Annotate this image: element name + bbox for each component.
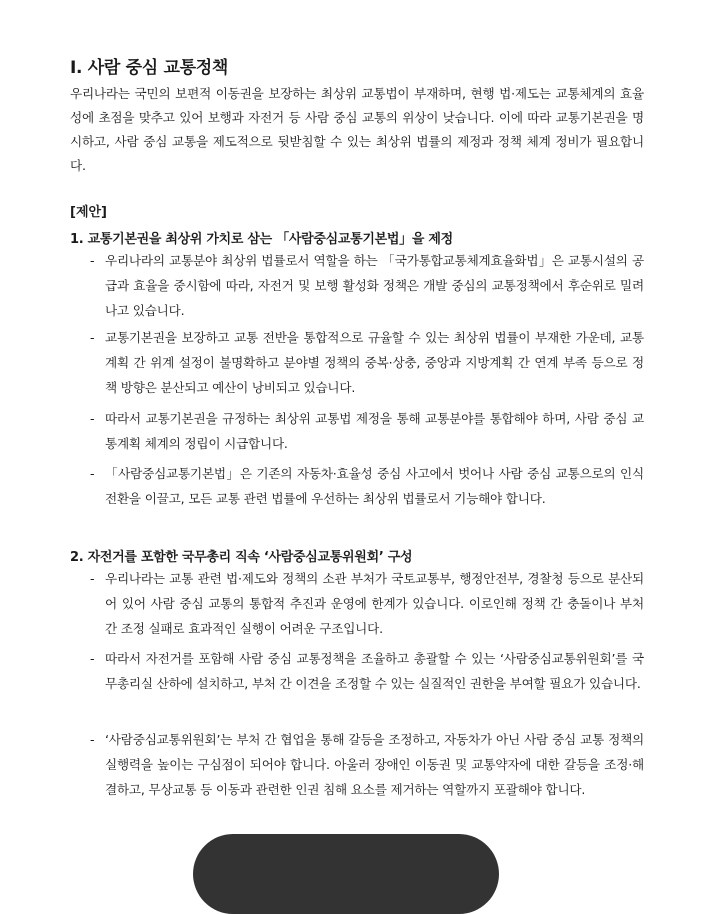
proposal-1-item-2: [90, 325, 644, 400]
proposal-1-item-4: [90, 461, 644, 511]
item-text: 따라서 교통기본권을 규정하는 최상위 교통법 제정을 통해 교통분야를 통합해야 하며, 사람 중심 교통계획 체계의 정립이 시급합니다.: [105, 411, 644, 451]
item-text: 우리나라는 교통 관련 법·제도와 정책의 소관 부처가 국토교통부, 행정안전부, 경찰청 등으로 분산되어 있어 사람 중심 교통의 통합적 추진과 운영에 한계가 있습니다. 이로인해 정책 간 충돌이나 부처 간 조정 실패로 효과적인 실행이 어려운 구조입니다.: [105, 571, 644, 636]
proposal-1-heading: 1. 교통기본권을 최상위 가치로 삼는 「사람중심교통기본법」을 제정: [70, 232, 453, 247]
item-text: 우리나라의 교통분야 최상위 법률로서 역할을 하는 「국가통합교통체계효율화법」은 교통시설의 공급과 효율을 중시함에 따라, 자전거 및 보행 활성화 정책은 개발 중심의 교통정책에서 후순위로 밀려나고 있습니다.: [105, 253, 644, 318]
item-text: ‘사람중심교통위원회’는 부처 간 협업을 통해 갈등을 조정하고, 자동차가 아닌 사람 중심 교통 정책의 실행력을 높이는 구심점이 되어야 합니다. 아울러 장애인 이동권 및 교통약자에 대한 갈등을 조정·해결하고, 무상교통 등 이동과 관련한 인권 침해 요소를 제거하는 역할까지 포괄해야 합니다.: [105, 732, 644, 797]
proposal-1-item-3: [90, 406, 644, 456]
bullet-dash: -: [90, 253, 95, 268]
proposal-2-heading: 2. 자전거를 포함한 국무총리 직속 ‘사람중심교통위원회’ 구성: [70, 550, 413, 565]
proposal-1-item-1: [90, 248, 644, 323]
proposal-2-item-3: [90, 727, 644, 802]
bullet-dash: -: [90, 411, 95, 426]
intro-paragraph: 우리나라는 국민의 보편적 이동권을 보장하는 최상위 교통법이 부재하며, 현행 법·제도는 교통체계의 효율성에 초점을 맞추고 있어 보행과 자전거 등 사람 중심 교통의 위상이 낮습니다. 이에 따라 교통기본권을 명시하고, 사람 중심 교통을 제도적으로 뒷받침할 수 있는 최상위 법률의 제정과 정책 체계 정비가 필요합니다.: [70, 86, 644, 173]
bullet-dash: -: [90, 651, 95, 666]
proposal-2-item-1: [90, 566, 644, 641]
bullet-dash: -: [90, 571, 95, 586]
item-text: 따라서 자전거를 포함해 사람 중심 교통정책을 조율하고 총괄할 수 있는 ‘사람중심교통위원회’를 국무총리실 산하에 설치하고, 부처 간 이견을 조정할 수 있는 실질적인 권한을 부여할 필요가 있습니다.: [105, 651, 644, 691]
bottom-floating-button[interactable]: [193, 834, 499, 914]
bullet-dash: -: [90, 466, 95, 481]
proposal-2-item-2: [90, 646, 644, 696]
item-text: 「사람중심교통기본법」은 기존의 자동차·효율성 중심 사고에서 벗어나 사람 중심 교통으로의 인식 전환을 이끌고, 모든 교통 관련 법률에 우선하는 최상위 법률로서 기능해야 합니다.: [105, 466, 644, 506]
section-title: I. 사람 중심 교통정책: [70, 58, 229, 78]
item-text: 교통기본권을 보장하고 교통 전반을 통합적으로 규율할 수 있는 최상위 법률이 부재한 가운데, 교통계획 간 위계 설정이 불명확하고 분야별 정책의 중복·상충, 중앙과 지방계획 간 연계 부족 등으로 정책 방향은 분산되고 예산이 낭비되고 있습니다.: [105, 330, 644, 395]
bullet-dash: -: [90, 732, 95, 747]
proposal-label: [제안]: [70, 205, 107, 220]
bullet-dash: -: [90, 330, 95, 345]
